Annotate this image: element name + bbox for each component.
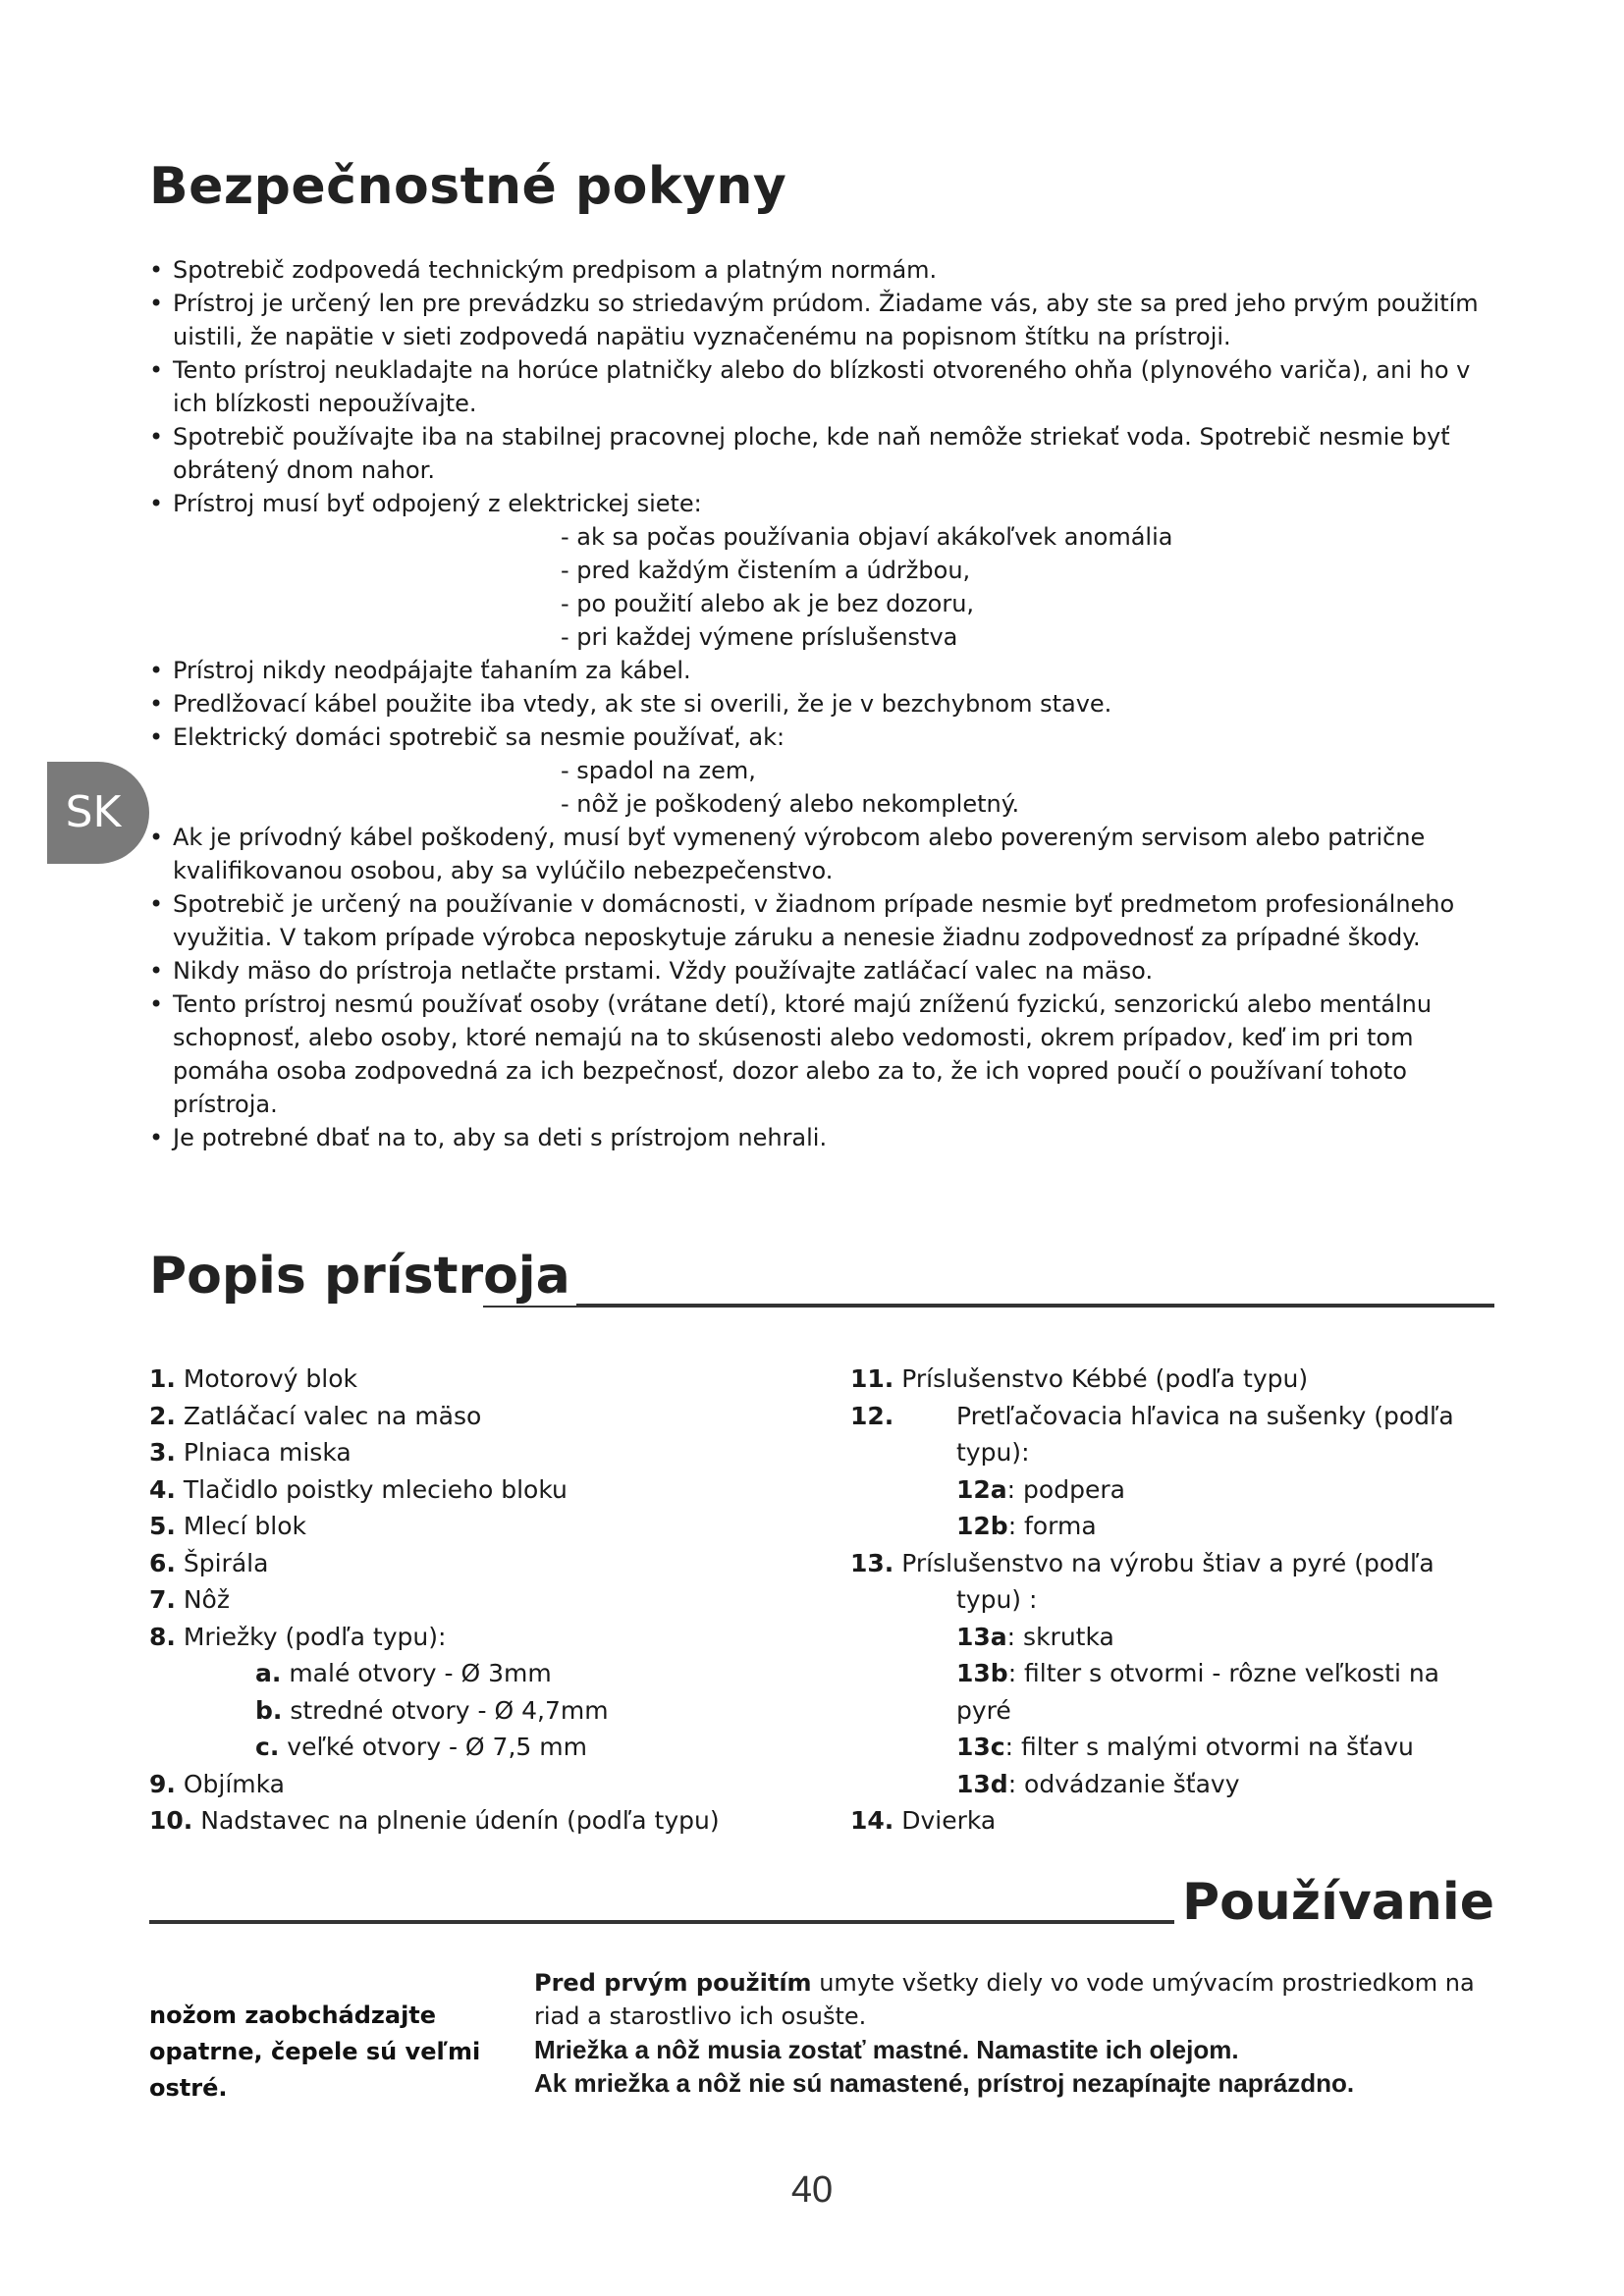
bullet-icon: • <box>149 290 164 317</box>
sub-item: - nôž je poškodený alebo nekompletný. <box>561 790 1020 818</box>
parts-list-left <box>149 1361 837 1840</box>
list-item: • Prístroj musí byť odpojený z elektrickej siete: - ak sa počas používania objaví akákoľvek anomália - pred každým čistením a údržbou, - po použití alebo ak je bez dozoru, - pri každej výmene príslušenstva <box>149 487 1485 654</box>
list-item: 2. Zatláčací valec na mäso <box>149 1401 482 1430</box>
sub-item: 12b: forma <box>956 1512 1097 1540</box>
list-item: • Je potrebné dbať na to, aby sa deti s prístrojom nehrali. <box>149 1121 1485 1154</box>
list-item: 14. Dvierka <box>850 1806 997 1835</box>
list-item: • Ak je prívodný kábel poškodený, musí byť vymenený výrobcom alebo povereným servisom alebo patrične kvalifikovanou osobou, aby sa vylúčilo nebezpečenstvo. <box>149 821 1485 887</box>
bullet-icon: • <box>149 490 164 517</box>
list-item: • Prístroj je určený len pre prevádzku so striedavým prúdom. Žiadame vás, aby ste sa pred jeho prvým použitím uistili, že napätie v sieti zodpovedá napätiu vyznačenému na popisnom štítku na prístroji. <box>149 287 1485 353</box>
sub-item: - pri každej výmene príslušenstva <box>561 623 958 651</box>
page-title: Bezpečnostné pokyny <box>149 157 787 216</box>
grease-instruction: Mriežka a nôž musia zostať mastné. Namastite ich olejom. <box>534 2035 1239 2064</box>
list-item: • Spotrebič je určený na používanie v domácnosti, v žiadnom prípade nesmie byť predmetom profesionálneho využitia. V takom prípade výrobca neposkytuje záruku a nenesie žiadnu zodpovednosť za prípadné škody. <box>149 887 1485 954</box>
sub-item: 12a: podpera <box>956 1474 1125 1504</box>
bullet-icon: • <box>149 723 164 751</box>
sub-item: 13a: skrutka <box>956 1622 1114 1651</box>
parts-list-right <box>850 1361 1498 1840</box>
bullet-icon: • <box>149 890 164 918</box>
usage-text <box>534 1966 1506 2100</box>
bullet-icon: • <box>149 990 164 1018</box>
list-item: • Tento prístroj neukladajte na horúce platničky alebo do blízkosti otvoreného ohňa (plynového variča), ani ho v ich blízkosti nepoužívajte. <box>149 353 1485 420</box>
list-item: 1. Motorový blok <box>149 1364 357 1393</box>
list-item-continuation: typu): <box>956 1438 1030 1467</box>
heading-rule <box>483 1304 1494 1308</box>
list-item: 5. Mlecí blok <box>149 1512 306 1540</box>
sub-item: - spadol na zem, <box>561 757 756 784</box>
language-tab: SK <box>47 762 149 864</box>
usage-heading <box>149 1873 1494 1951</box>
list-item: 12. Pretľačovacia hľavica na sušenky (podľa <box>850 1401 1454 1430</box>
list-item-continuation: typu) : <box>956 1585 1038 1614</box>
list-item: 10. Nadstavec na plnenie údenín (podľa typu) <box>149 1806 720 1835</box>
section-title: Používanie <box>1174 1873 1494 1932</box>
list-item: • Spotrebič zodpovedá technickým predpisom a platným normám. <box>149 253 1485 287</box>
page-number: 40 <box>790 2169 834 2211</box>
list-item: 8. Mriežky (podľa typu): <box>149 1622 447 1651</box>
sub-item: 13d: odvádzanie šťavy <box>956 1769 1240 1798</box>
list-item: 7. Nôž <box>149 1585 230 1614</box>
list-item: 4. Tlačidlo poistky mlecieho bloku <box>149 1474 568 1504</box>
grid-item: b. stredné otvory - Ø 4,7mm <box>255 1695 609 1725</box>
description-heading <box>149 1247 1494 1315</box>
sub-item: - pred každým čistením a údržbou, <box>561 557 971 584</box>
list-item: • Nikdy mäso do prístroja netlačte prstami. Vždy používajte zatláčací valec na mäso. <box>149 954 1485 988</box>
knife-warning: nožom zaobchádzajte opatrne, čepele sú veľmi ostré. <box>149 2002 481 2102</box>
list-item: 11. Príslušenstvo Kébbé (podľa typu) <box>850 1364 1309 1393</box>
bullet-icon: • <box>149 423 164 451</box>
bullet-icon: • <box>149 824 164 851</box>
bullet-icon: • <box>149 957 164 985</box>
list-item: • Predlžovací kábel použite iba vtedy, ak ste si overili, že je v bezchybnom stave. <box>149 687 1485 721</box>
bullet-icon: • <box>149 1124 164 1151</box>
grid-item: a. malé otvory - Ø 3mm <box>255 1659 552 1687</box>
safety-instructions-list <box>149 253 1485 1154</box>
sub-list <box>173 754 1485 821</box>
bullet-icon: • <box>149 690 164 718</box>
sub-item: - po použití alebo ak je bez dozoru, <box>561 590 975 617</box>
section-title: Popis prístroja <box>149 1247 576 1306</box>
list-item: 13. Príslušenstvo na výrobu štiav a pyré (podľa <box>850 1548 1435 1577</box>
first-use-paragraph: Pred prvým použitím umyte všetky diely vo vode umývacím prostriedkom na riad a starostlivo ich osušte. <box>534 1969 1475 2030</box>
bullet-icon: • <box>149 657 164 684</box>
sub-item: 13b: filter s otvormi - rôzne veľkosti na pyré <box>956 1659 1440 1725</box>
list-item: 3. Plniaca miska <box>149 1438 352 1467</box>
list-item: • Prístroj nikdy neodpájajte ťahaním za kábel. <box>149 654 1485 687</box>
list-item: • Spotrebič používajte iba na stabilnej pracovnej ploche, kde naň nemôže striekať voda. Spotrebič nesmie byť obrátený dnom nahor. <box>149 420 1485 487</box>
sub-list <box>173 520 1485 654</box>
grid-item: c. veľké otvory - Ø 7,5 mm <box>255 1733 587 1761</box>
list-item: • Tento prístroj nesmú používať osoby (vrátane detí), ktoré majú zníženú fyzickú, senzorickú alebo mentálnu schopnosť, alebo osoby, ktoré nemajú na to skúsenosti alebo vedomosti, okrem prípadov, keď im pri tom pomáha osoba zodpovedná za ich bezpečnosť, dozor alebo za to, že ich vopred poučí o používaní tohoto prístroja. <box>149 988 1485 1121</box>
list-item: 6. Špirála <box>149 1548 269 1577</box>
bullet-icon: • <box>149 356 164 384</box>
bullet-icon: • <box>149 256 164 284</box>
sub-item: - ak sa počas používania objaví akákoľvek anomália <box>561 523 1173 551</box>
sub-item: 13c: filter s malými otvormi na šťavu <box>956 1733 1414 1761</box>
list-item: • Elektrický domáci spotrebič sa nesmie používať, ak: - spadol na zem, - nôž je poškodený alebo nekompletný. <box>149 721 1485 821</box>
no-empty-run-instruction: Ak mriežka a nôž nie sú namastené, prístroj nezapínajte naprázdno. <box>534 2068 1355 2098</box>
list-item: 9. Objímka <box>149 1769 286 1798</box>
